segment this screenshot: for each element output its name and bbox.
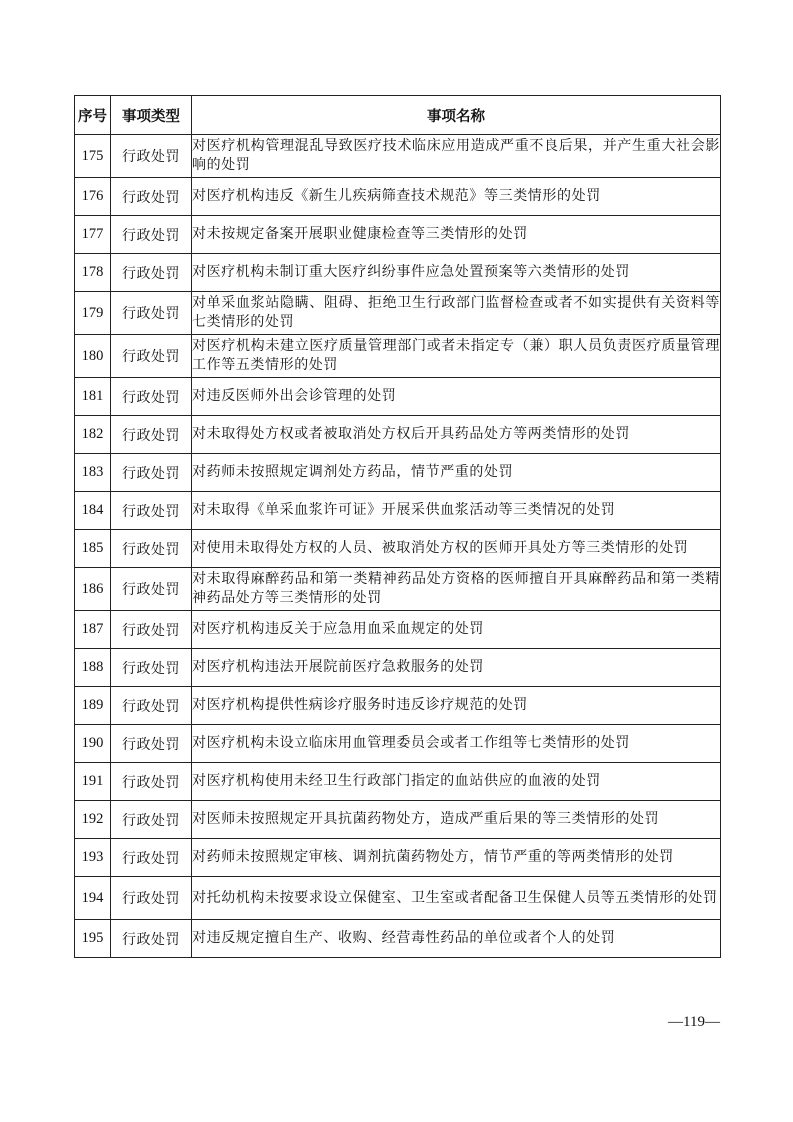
row-type: 行政处罚 — [111, 725, 192, 763]
row-name: 对医师未按照规定开具抗菌药物处方，造成严重后果的等三类情形的处罚 — [192, 801, 721, 839]
table-row — [75, 254, 721, 292]
row-name: 对违反规定擅自生产、收购、经营毒性药品的单位或者个人的处罚 — [192, 920, 721, 958]
table-row — [75, 530, 721, 568]
row-num: 190 — [75, 725, 111, 763]
row-name: 对医疗机构违法开展院前医疗急救服务的处罚 — [192, 649, 721, 687]
row-type: 行政处罚 — [111, 611, 192, 649]
row-type: 行政处罚 — [111, 178, 192, 216]
row-name: 对违反医师外出会诊管理的处罚 — [192, 378, 721, 416]
row-name: 对未取得麻醉药品和第一类精神药品处方资格的医师擅自开具麻醉药品和第一类精神药品处方等三类情形的处罚 — [192, 568, 721, 611]
row-name: 对单采血浆站隐瞒、阻碍、拒绝卫生行政部门监督检查或者不如实提供有关资料等七类情形的处罚 — [192, 292, 721, 335]
row-type: 行政处罚 — [111, 492, 192, 530]
row-num: 191 — [75, 763, 111, 801]
row-type: 行政处罚 — [111, 216, 192, 254]
row-num: 189 — [75, 687, 111, 725]
table-row — [75, 611, 721, 649]
table-row — [75, 454, 721, 492]
row-type: 行政处罚 — [111, 416, 192, 454]
row-type: 行政处罚 — [111, 801, 192, 839]
row-num: 187 — [75, 611, 111, 649]
row-name: 对医疗机构未设立临床用血管理委员会或者工作组等七类情形的处罚 — [192, 725, 721, 763]
row-name: 对未按规定备案开展职业健康检查等三类情形的处罚 — [192, 216, 721, 254]
row-type: 行政处罚 — [111, 135, 192, 178]
row-name: 对医疗机构违反关于应急用血采血规定的处罚 — [192, 611, 721, 649]
table-row — [75, 416, 721, 454]
row-type: 行政处罚 — [111, 920, 192, 958]
row-name: 对药师未按照规定调剂处方药品，情节严重的处罚 — [192, 454, 721, 492]
row-type: 行政处罚 — [111, 839, 192, 877]
table-row — [75, 839, 721, 877]
row-type: 行政处罚 — [111, 568, 192, 611]
row-name: 对医疗机构违反《新生儿疾病筛查技术规范》等三类情形的处罚 — [192, 178, 721, 216]
row-name: 对医疗机构未建立医疗质量管理部门或者未指定专（兼）职人员负责医疗质量管理工作等五类情形的处罚 — [192, 335, 721, 378]
row-num: 177 — [75, 216, 111, 254]
header-type: 事项类型 — [111, 96, 192, 135]
row-name: 对托幼机构未按要求设立保健室、卫生室或者配备卫生保健人员等五类情形的处罚 — [192, 877, 721, 920]
row-num: 178 — [75, 254, 111, 292]
table-row — [75, 801, 721, 839]
table-row — [75, 920, 721, 958]
row-num: 176 — [75, 178, 111, 216]
row-num: 192 — [75, 801, 111, 839]
row-type: 行政处罚 — [111, 254, 192, 292]
row-type: 行政处罚 — [111, 292, 192, 335]
table-row — [75, 178, 721, 216]
row-num: 182 — [75, 416, 111, 454]
table-row — [75, 492, 721, 530]
row-name: 对医疗机构管理混乱导致医疗技术临床应用造成严重不良后果，并产生重大社会影响的处罚 — [192, 135, 721, 178]
table-row — [75, 649, 721, 687]
row-name: 对医疗机构提供性病诊疗服务时违反诊疗规范的处罚 — [192, 687, 721, 725]
table-row — [75, 378, 721, 416]
table-row — [75, 877, 721, 920]
row-name: 对医疗机构未制订重大医疗纠纷事件应急处置预案等六类情形的处罚 — [192, 254, 721, 292]
table-row — [75, 335, 721, 378]
table-row — [75, 763, 721, 801]
row-num: 184 — [75, 492, 111, 530]
row-num: 193 — [75, 839, 111, 877]
table-row — [75, 216, 721, 254]
row-type: 行政处罚 — [111, 378, 192, 416]
table-row — [75, 292, 721, 335]
row-name: 对药师未按照规定审核、调剂抗菌药物处方，情节严重的等两类情形的处罚 — [192, 839, 721, 877]
row-type: 行政处罚 — [111, 649, 192, 687]
row-num: 186 — [75, 568, 111, 611]
row-num: 194 — [75, 877, 111, 920]
matters-table — [74, 95, 721, 958]
row-type: 行政处罚 — [111, 454, 192, 492]
table-row — [75, 725, 721, 763]
row-num: 180 — [75, 335, 111, 378]
header-name: 事项名称 — [192, 96, 721, 135]
row-num: 183 — [75, 454, 111, 492]
table-header-row — [75, 96, 721, 135]
row-type: 行政处罚 — [111, 763, 192, 801]
row-num: 188 — [75, 649, 111, 687]
row-type: 行政处罚 — [111, 687, 192, 725]
page-number: —119— — [668, 1014, 720, 1030]
row-num: 179 — [75, 292, 111, 335]
row-name: 对医疗机构使用未经卫生行政部门指定的血站供应的血液的处罚 — [192, 763, 721, 801]
table-row — [75, 568, 721, 611]
table-row — [75, 135, 721, 178]
row-num: 181 — [75, 378, 111, 416]
row-name: 对使用未取得处方权的人员、被取消处方权的医师开具处方等三类情形的处罚 — [192, 530, 721, 568]
row-type: 行政处罚 — [111, 877, 192, 920]
row-num: 175 — [75, 135, 111, 178]
header-num: 序号 — [75, 96, 111, 135]
row-type: 行政处罚 — [111, 530, 192, 568]
row-name: 对未取得《单采血浆许可证》开展采供血浆活动等三类情况的处罚 — [192, 492, 721, 530]
row-type: 行政处罚 — [111, 335, 192, 378]
row-num: 185 — [75, 530, 111, 568]
table-row — [75, 687, 721, 725]
row-num: 195 — [75, 920, 111, 958]
row-name: 对未取得处方权或者被取消处方权后开具药品处方等两类情形的处罚 — [192, 416, 721, 454]
